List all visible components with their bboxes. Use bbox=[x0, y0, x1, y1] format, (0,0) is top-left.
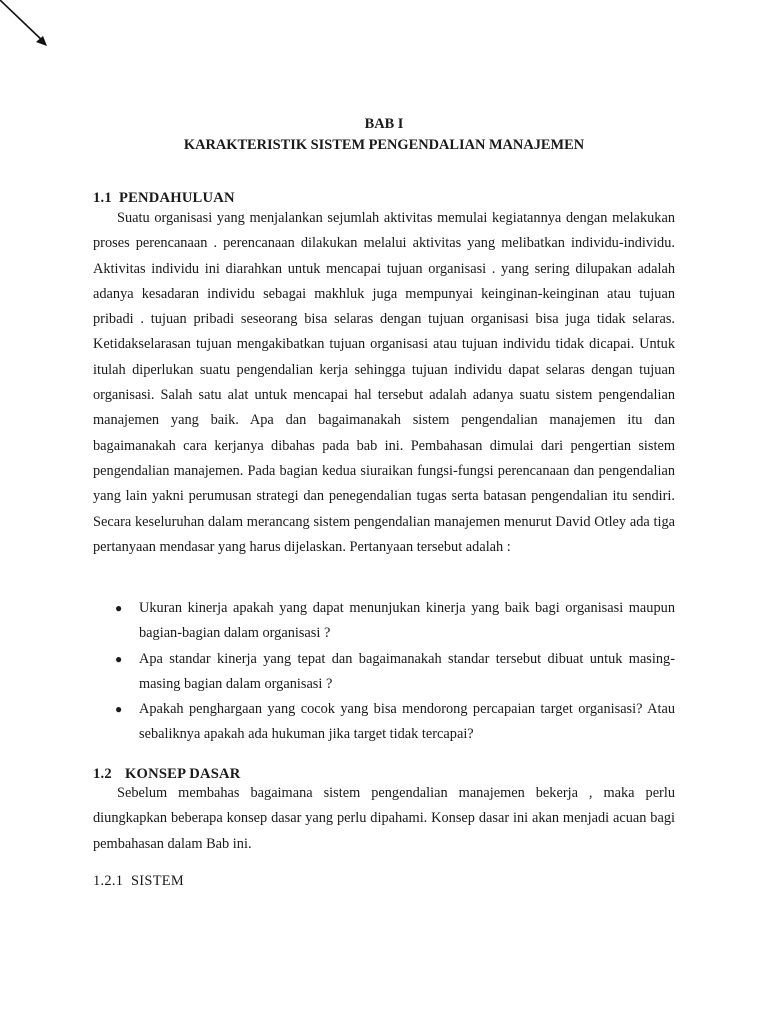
section-number: 1.1 bbox=[93, 190, 112, 206]
section-heading-pendahuluan bbox=[93, 190, 235, 207]
section-paragraph: Suatu organisasi yang menjalankan sejumlah aktivitas memulai kegiatannya dengan melakukan proses perencanaan . perencanaan dilakukan melalui aktivitas yang melibatkan individu-individu. Aktivitas individu ini diarahkan untuk mencapai tujuan organisasi . yang sering dilupakan adalah adanya kesadaran individu sebagai makhluk juga mempunyai keinginan-keinginan atau tujuan pribadi . tujuan pribadi seseorang bisa selaras dengan tujuan organisasi bisa juga tidak selaras. Ketidakselarasan tujuan mengakibatkan tujuan organisasi atau tujuan individu tidak dicapai. Untuk itulah diperlukan suatu pengendalian kerja sehingga tujuan individu dapat selaras dengan tujuan organisasi. Salah satu alat untuk mencapai hal tersebut adalah adanya suatu sistem pengendalian manajemen yang baik. Apa dan bagaimanakah sistem pengendalian manajemen itu dan bagaimanakah cara kerjanya dibahas pada bab ini. Pembahasan dimulai dari pengertian sistem pengendalian manajemen. Pada bagian kedua siuraikan fungsi-fungsi perencanaan dan pengendalian yang lain yakni perumusan strategi dan penegendalian tugas serta batasan pengendalian itu sendiri. Secara keseluruhan dalam merancang sistem pengendalian manajemen menurut David Otley ada tiga pertanyaan mendasar yang harus dijelaskan. Pertanyaan tersebut adalah : bbox=[93, 210, 675, 555]
section-title: KONSEP DASAR bbox=[125, 766, 241, 782]
arrow-down-right-icon bbox=[0, 0, 60, 60]
subsection-heading bbox=[93, 873, 184, 890]
bullet-dot-icon: ● bbox=[115, 651, 123, 666]
list-item: ● Apakah penghargaan yang cocok yang bisa mendorong percapaian target organisasi? Atau sebaliknya apakah ada hukuman jika target tidak tercapai? bbox=[93, 697, 675, 748]
list-item: ● Ukuran kinerja apakah yang dapat menunjukan kinerja yang baik bagi organisasi maupun bagian-bagian dalam organisasi ? bbox=[93, 596, 675, 647]
subsection-title: SISTEM bbox=[131, 873, 184, 889]
section-title: PENDAHULUAN bbox=[119, 190, 235, 206]
section-number: 1.2 bbox=[93, 766, 112, 782]
chapter-title: KARAKTERISTIK SISTEM PENGENDALIAN MANAJEMEN bbox=[183, 137, 585, 153]
list-item: ● Apa standar kinerja yang tepat dan bagaimanakah standar tersebut dibuat untuk masing-masing bagian dalam organisasi ? bbox=[93, 647, 675, 698]
section-paragraph: Sebelum membahas bagaimana sistem pengendalian manajemen bekerja , maka perlu diungkapkan beberapa konsep dasar yang perlu dipahami. Konsep dasar ini akan menjadi acuan bagi pembahasan dalam Bab ini. bbox=[93, 785, 675, 852]
bullet-dot-icon: ● bbox=[115, 702, 123, 717]
bullet-list bbox=[93, 596, 675, 748]
bullet-dot-icon: ● bbox=[115, 601, 123, 615]
chapter-number: BAB I bbox=[364, 116, 404, 132]
subsection-number: 1.2.1 bbox=[93, 873, 124, 889]
